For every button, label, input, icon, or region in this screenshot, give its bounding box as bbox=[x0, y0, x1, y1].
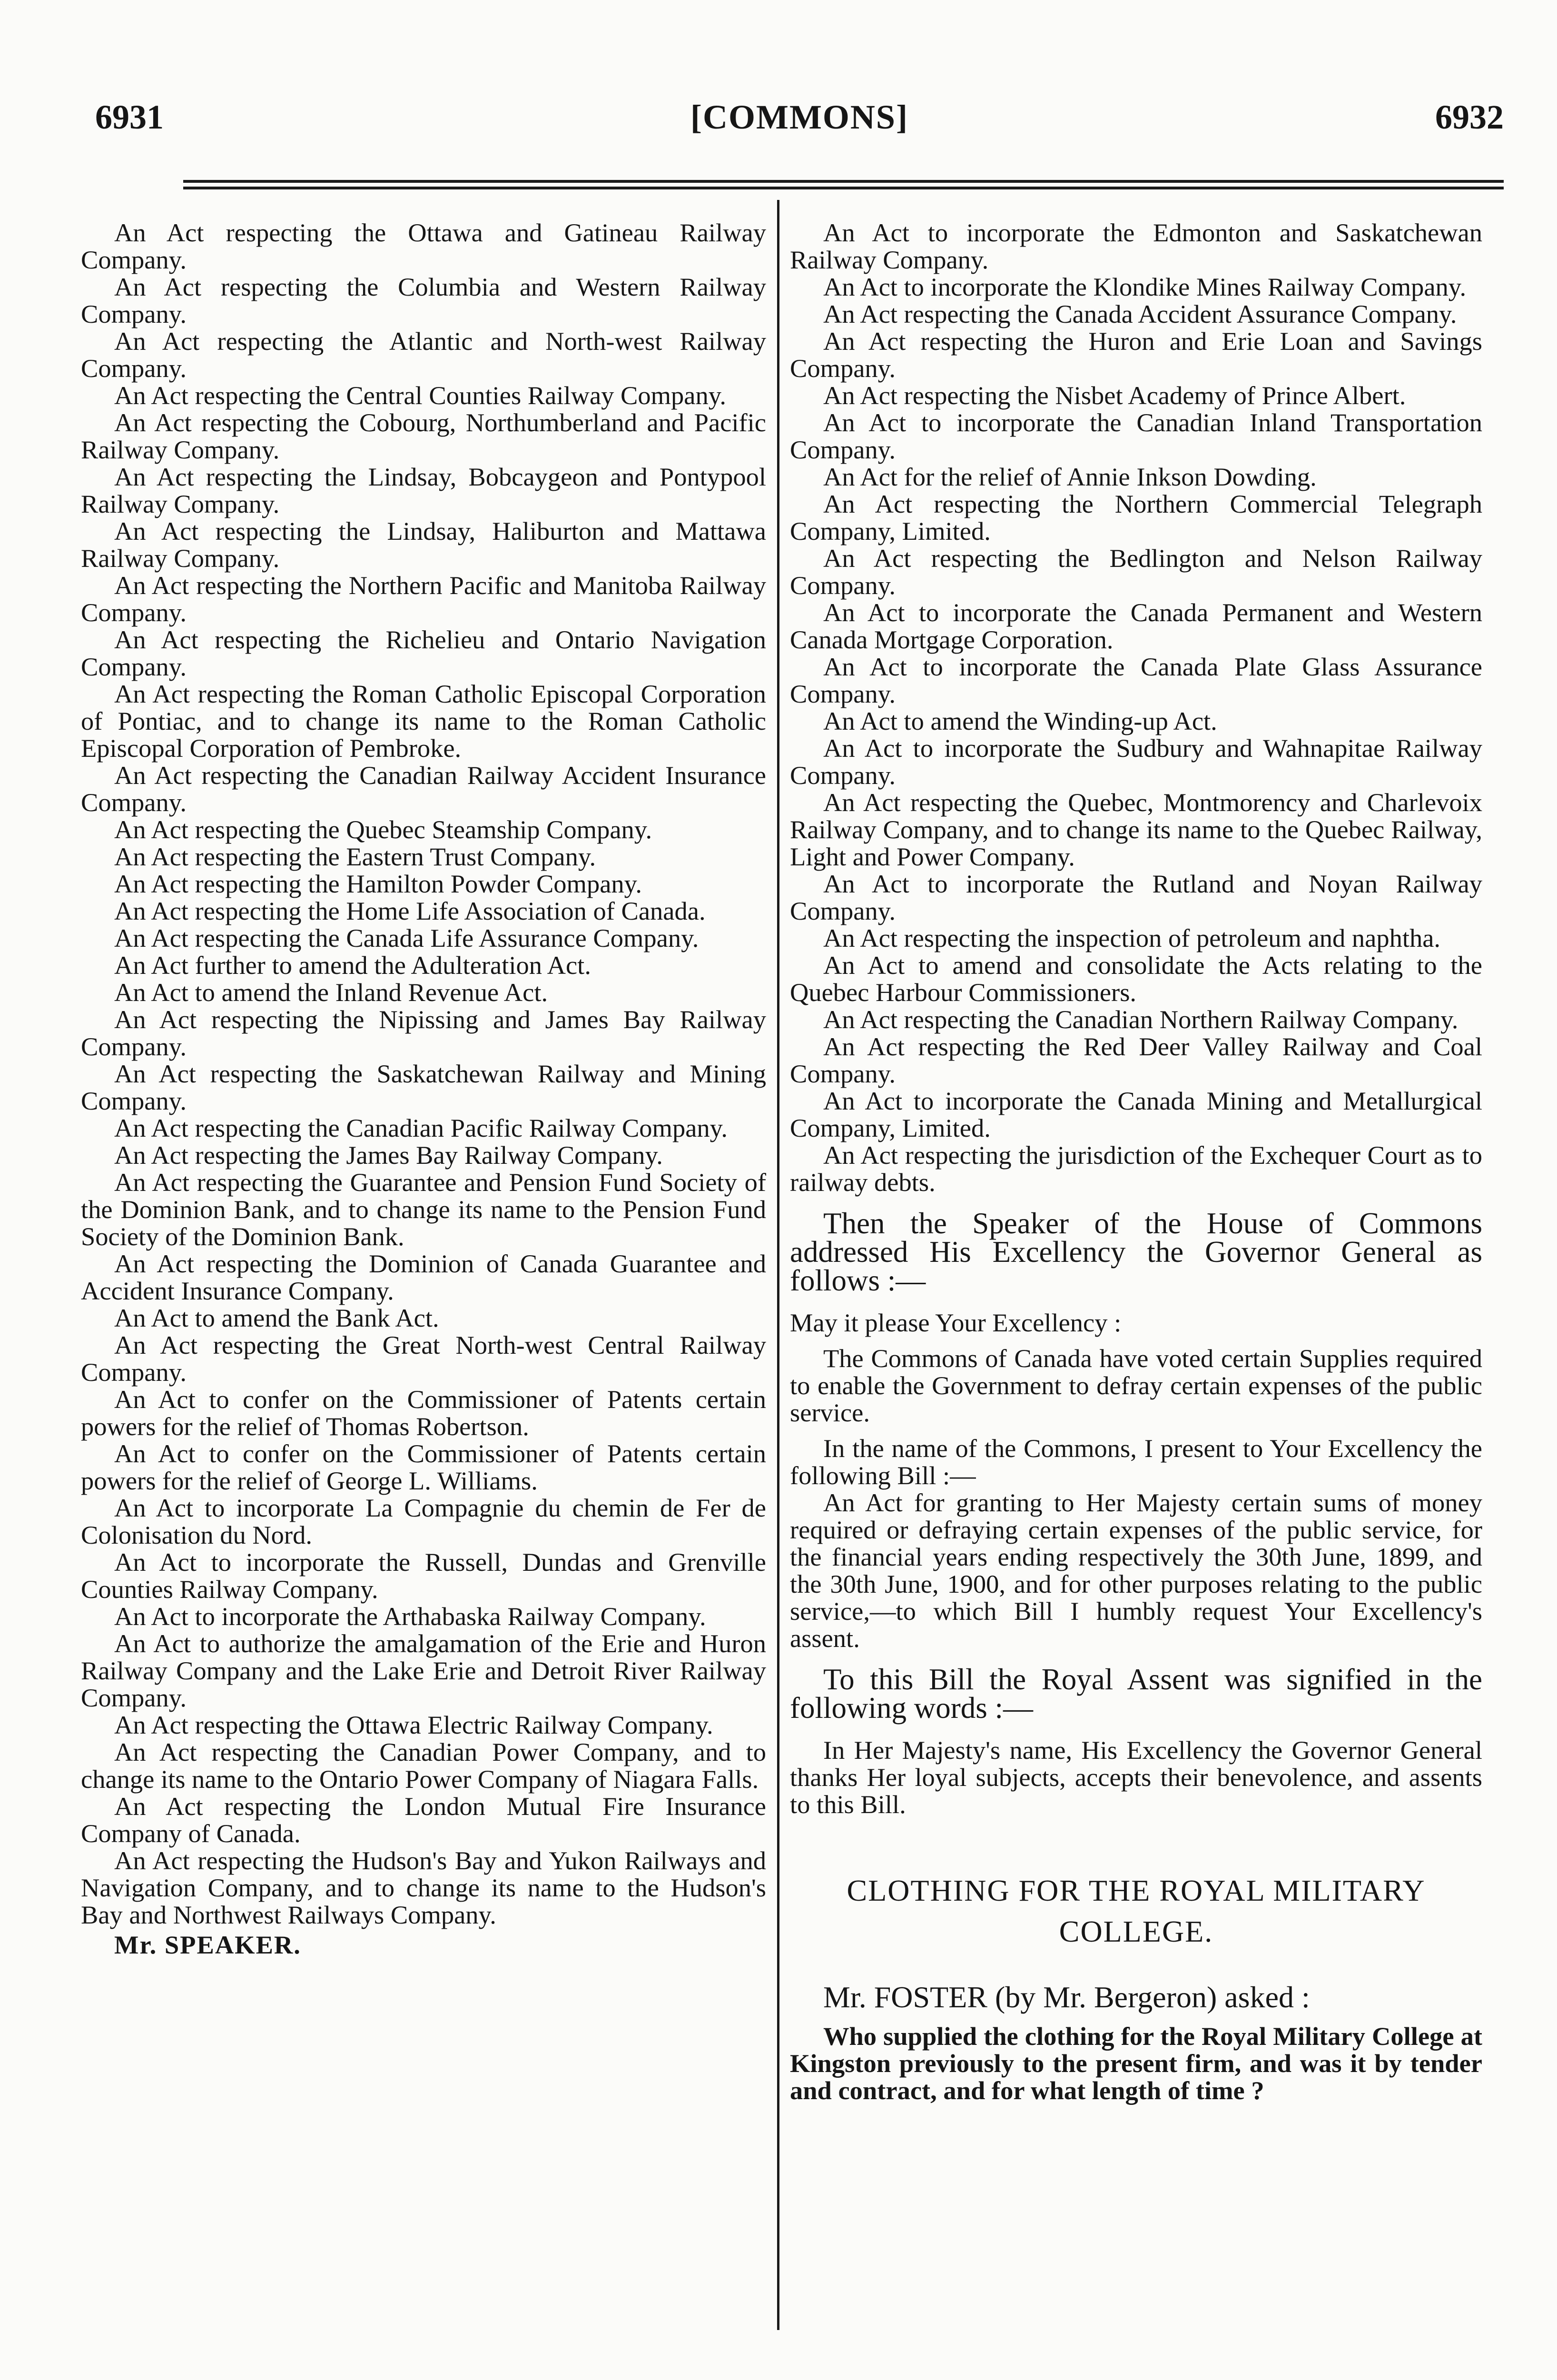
act-title: An Act respecting the Guarantee and Pension Fund Society of the Dominion Bank, and to change its name to the Pension Fund Society of the Dominion Bank. bbox=[81, 1168, 766, 1251]
act-title: An Act to confer on the Commissioner of Patents certain powers for the relief of George L. Williams. bbox=[81, 1439, 766, 1495]
act-title: An Act to amend the Bank Act. bbox=[114, 1303, 439, 1332]
act-title: An Act to confer on the Commissioner of Patents certain powers for the relief of Thomas Robertson. bbox=[81, 1385, 766, 1441]
act-title: An Act respecting the Ottawa Electric Railway Company. bbox=[114, 1710, 713, 1739]
act-title: An Act respecting the Nisbet Academy of Prince Albert. bbox=[823, 381, 1406, 410]
act-title: An Act to incorporate the Canada Plate Glass Assurance Company. bbox=[790, 652, 1482, 708]
act-title: An Act respecting the Central Counties Railway Company. bbox=[114, 381, 727, 410]
act-title: An Act respecting the Roman Catholic Episcopal Corporation of Pontiac, and to change its name to the Roman Catholic Episcopal Corporation of Pembroke. bbox=[81, 679, 766, 763]
act-title: An Act to incorporate La Compagnie du chemin de Fer de Colonisation du Nord. bbox=[81, 1493, 766, 1549]
act-title: An Act respecting the Bedlington and Nelson Railway Company. bbox=[790, 544, 1482, 600]
act-title: An Act respecting the Canada Accident Assurance Company. bbox=[823, 299, 1457, 328]
act-title: An Act respecting the Quebec, Montmorency and Charlevoix Railway Company, and to change its name to the Quebec Railway, Light and Power Company. bbox=[790, 788, 1482, 871]
act-title: An Act to incorporate the Sudbury and Wahnapitae Railway Company. bbox=[790, 734, 1482, 790]
act-title: An Act respecting the Northern Commercial Telegraph Company, Limited. bbox=[790, 489, 1482, 545]
left-column bbox=[81, 219, 766, 1958]
act-title: An Act to authorize the amalgamation of the Erie and Huron Railway Company and the Lake Erie and Detroit River Railway Company. bbox=[81, 1629, 766, 1712]
act-title: An Act respecting the Hamilton Powder Company. bbox=[114, 869, 642, 898]
speaker-address: Then the Speaker of the House of Commons addressed His Excellency the Governor General as follows :— bbox=[790, 1207, 1482, 1297]
act-title: An Act respecting the Canadian Northern Railway Company. bbox=[823, 1005, 1458, 1034]
section-heading: CLOTHING FOR THE ROYAL MILITARY COLLEGE. bbox=[847, 1874, 1426, 1948]
act-title: An Act to incorporate the Canadian Inland Transportation Company. bbox=[790, 408, 1482, 464]
act-title: An Act respecting the Canadian Railway Accident Insurance Company. bbox=[81, 761, 766, 817]
act-title: An Act to incorporate the Russell, Dundas and Grenville Counties Railway Company. bbox=[81, 1547, 766, 1604]
act-title: An Act to incorporate the Arthabaska Railway Company. bbox=[114, 1602, 706, 1631]
royal-assent-words: In Her Majesty's name, His Excellency the Governor General thanks Her loyal subjects, accepts their benevolence, and assents to this Bill. bbox=[790, 1735, 1482, 1819]
royal-assent-intro: To this Bill the Royal Assent was signified in the following words :— bbox=[790, 1663, 1482, 1725]
act-title: An Act to incorporate the Canada Mining and Metallurgical Company, Limited. bbox=[790, 1086, 1482, 1142]
act-title: An Act for the relief of Annie Inkson Dowding. bbox=[823, 462, 1317, 491]
act-title: An Act to amend the Winding-up Act. bbox=[823, 706, 1217, 735]
act-title: An Act respecting the Northern Pacific and Manitoba Railway Company. bbox=[81, 571, 766, 627]
act-title: An Act respecting the London Mutual Fire Insurance Company of Canada. bbox=[81, 1792, 766, 1848]
right-column bbox=[790, 219, 1482, 2104]
act-title: An Act respecting the Saskatchewan Railway and Mining Company. bbox=[81, 1059, 766, 1115]
act-title: An Act respecting the Atlantic and North-west Railway Company. bbox=[81, 327, 766, 383]
act-title: An Act respecting the Huron and Erie Loan and Savings Company. bbox=[790, 327, 1482, 383]
act-title: An Act respecting the Hudson's Bay and Yukon Railways and Navigation Company, and to change its name to the Hudson's Bay and Northwest Railways Company. bbox=[81, 1846, 766, 1929]
speaker-footer: Mr. SPEAKER. bbox=[114, 1930, 301, 1959]
act-title: An Act respecting the Quebec Steamship Company. bbox=[114, 815, 652, 844]
page-number-left: 6931 bbox=[95, 98, 164, 136]
act-title: An Act to incorporate the Klondike Mines Railway Company. bbox=[823, 272, 1467, 301]
act-title: An Act respecting the Cobourg, Northumberland and Pacific Railway Company. bbox=[81, 408, 766, 464]
present-bill: In the name of the Commons, I present to Your Excellency the following Bill :— bbox=[790, 1434, 1482, 1490]
act-title: An Act respecting the Dominion of Canada Guarantee and Accident Insurance Company. bbox=[81, 1249, 766, 1305]
act-title: An Act respecting the Columbia and Western Railway Company. bbox=[81, 272, 766, 328]
act-title: An Act respecting the Nipissing and James Bay Railway Company. bbox=[81, 1005, 766, 1061]
act-title: An Act respecting the Eastern Trust Company. bbox=[114, 842, 596, 871]
address-salutation: May it please Your Excellency : bbox=[790, 1308, 1122, 1337]
act-title: An Act respecting the James Bay Railway Company. bbox=[114, 1140, 663, 1170]
running-title: [COMMONS] bbox=[690, 98, 908, 136]
header-rule-top bbox=[183, 180, 1504, 183]
page-number-right: 6932 bbox=[1435, 98, 1504, 136]
act-title: An Act respecting the inspection of petroleum and naphtha. bbox=[823, 923, 1441, 952]
act-title: An Act respecting the Home Life Association of Canada. bbox=[114, 896, 706, 925]
act-title: An Act respecting the Ottawa and Gatineau Railway Company. bbox=[81, 218, 766, 274]
act-title: An Act respecting the Richelieu and Ontario Navigation Company. bbox=[81, 625, 766, 681]
act-title: An Act respecting the Red Deer Valley Railway and Coal Company. bbox=[790, 1032, 1482, 1088]
question-intro: Mr. FOSTER (by Mr. Bergeron) asked : bbox=[823, 1980, 1310, 2014]
question-text: Who supplied the clothing for the Royal Military College at Kingston previously to the present firm, and was it by tender and contract, and for what length of time ? bbox=[790, 2022, 1482, 2105]
act-title: An Act further to amend the Adulteration Act. bbox=[114, 951, 591, 980]
act-title: An Act respecting the Lindsay, Bobcaygeon and Pontypool Railway Company. bbox=[81, 462, 766, 518]
act-title: An Act respecting the Canada Life Assurance Company. bbox=[114, 923, 699, 952]
act-title: An Act respecting the Canadian Pacific Railway Company. bbox=[114, 1113, 728, 1142]
commons-voted: The Commons of Canada have voted certain Supplies required to enable the Government to defray certain expenses of the public service. bbox=[790, 1344, 1482, 1427]
act-title: An Act to incorporate the Edmonton and Saskatchewan Railway Company. bbox=[790, 218, 1482, 274]
act-title: An Act respecting the Lindsay, Haliburton and Mattawa Railway Company. bbox=[81, 516, 766, 573]
supply-bill-title: An Act for granting to Her Majesty certain sums of money required or defraying certain expenses of the public service, for the financial years ending respectively the 30th June, 1899, and the 30th June, 1900, and for other purposes relating to the public service,—to which Bill I humbly request Your Excellency's assent. bbox=[790, 1488, 1482, 1653]
act-title: An Act to amend the Inland Revenue Act. bbox=[114, 978, 548, 1007]
act-title: An Act respecting the Canadian Power Company, and to change its name to the Ontario Power Company of Niagara Falls. bbox=[81, 1737, 766, 1794]
act-title: An Act respecting the Great North-west Central Railway Company. bbox=[81, 1330, 766, 1387]
act-title: An Act respecting the jurisdiction of the Exchequer Court as to railway debts. bbox=[790, 1140, 1482, 1197]
page-header bbox=[95, 98, 1504, 140]
act-title: An Act to amend and consolidate the Acts relating to the Quebec Harbour Commissioners. bbox=[790, 951, 1482, 1007]
column-divider bbox=[777, 200, 779, 2330]
act-title: An Act to incorporate the Rutland and Noyan Railway Company. bbox=[790, 869, 1482, 925]
right-act-list bbox=[790, 219, 1482, 1196]
header-rule-bottom bbox=[183, 187, 1504, 189]
act-title: An Act to incorporate the Canada Permanent and Western Canada Mortgage Corporation. bbox=[790, 598, 1482, 654]
